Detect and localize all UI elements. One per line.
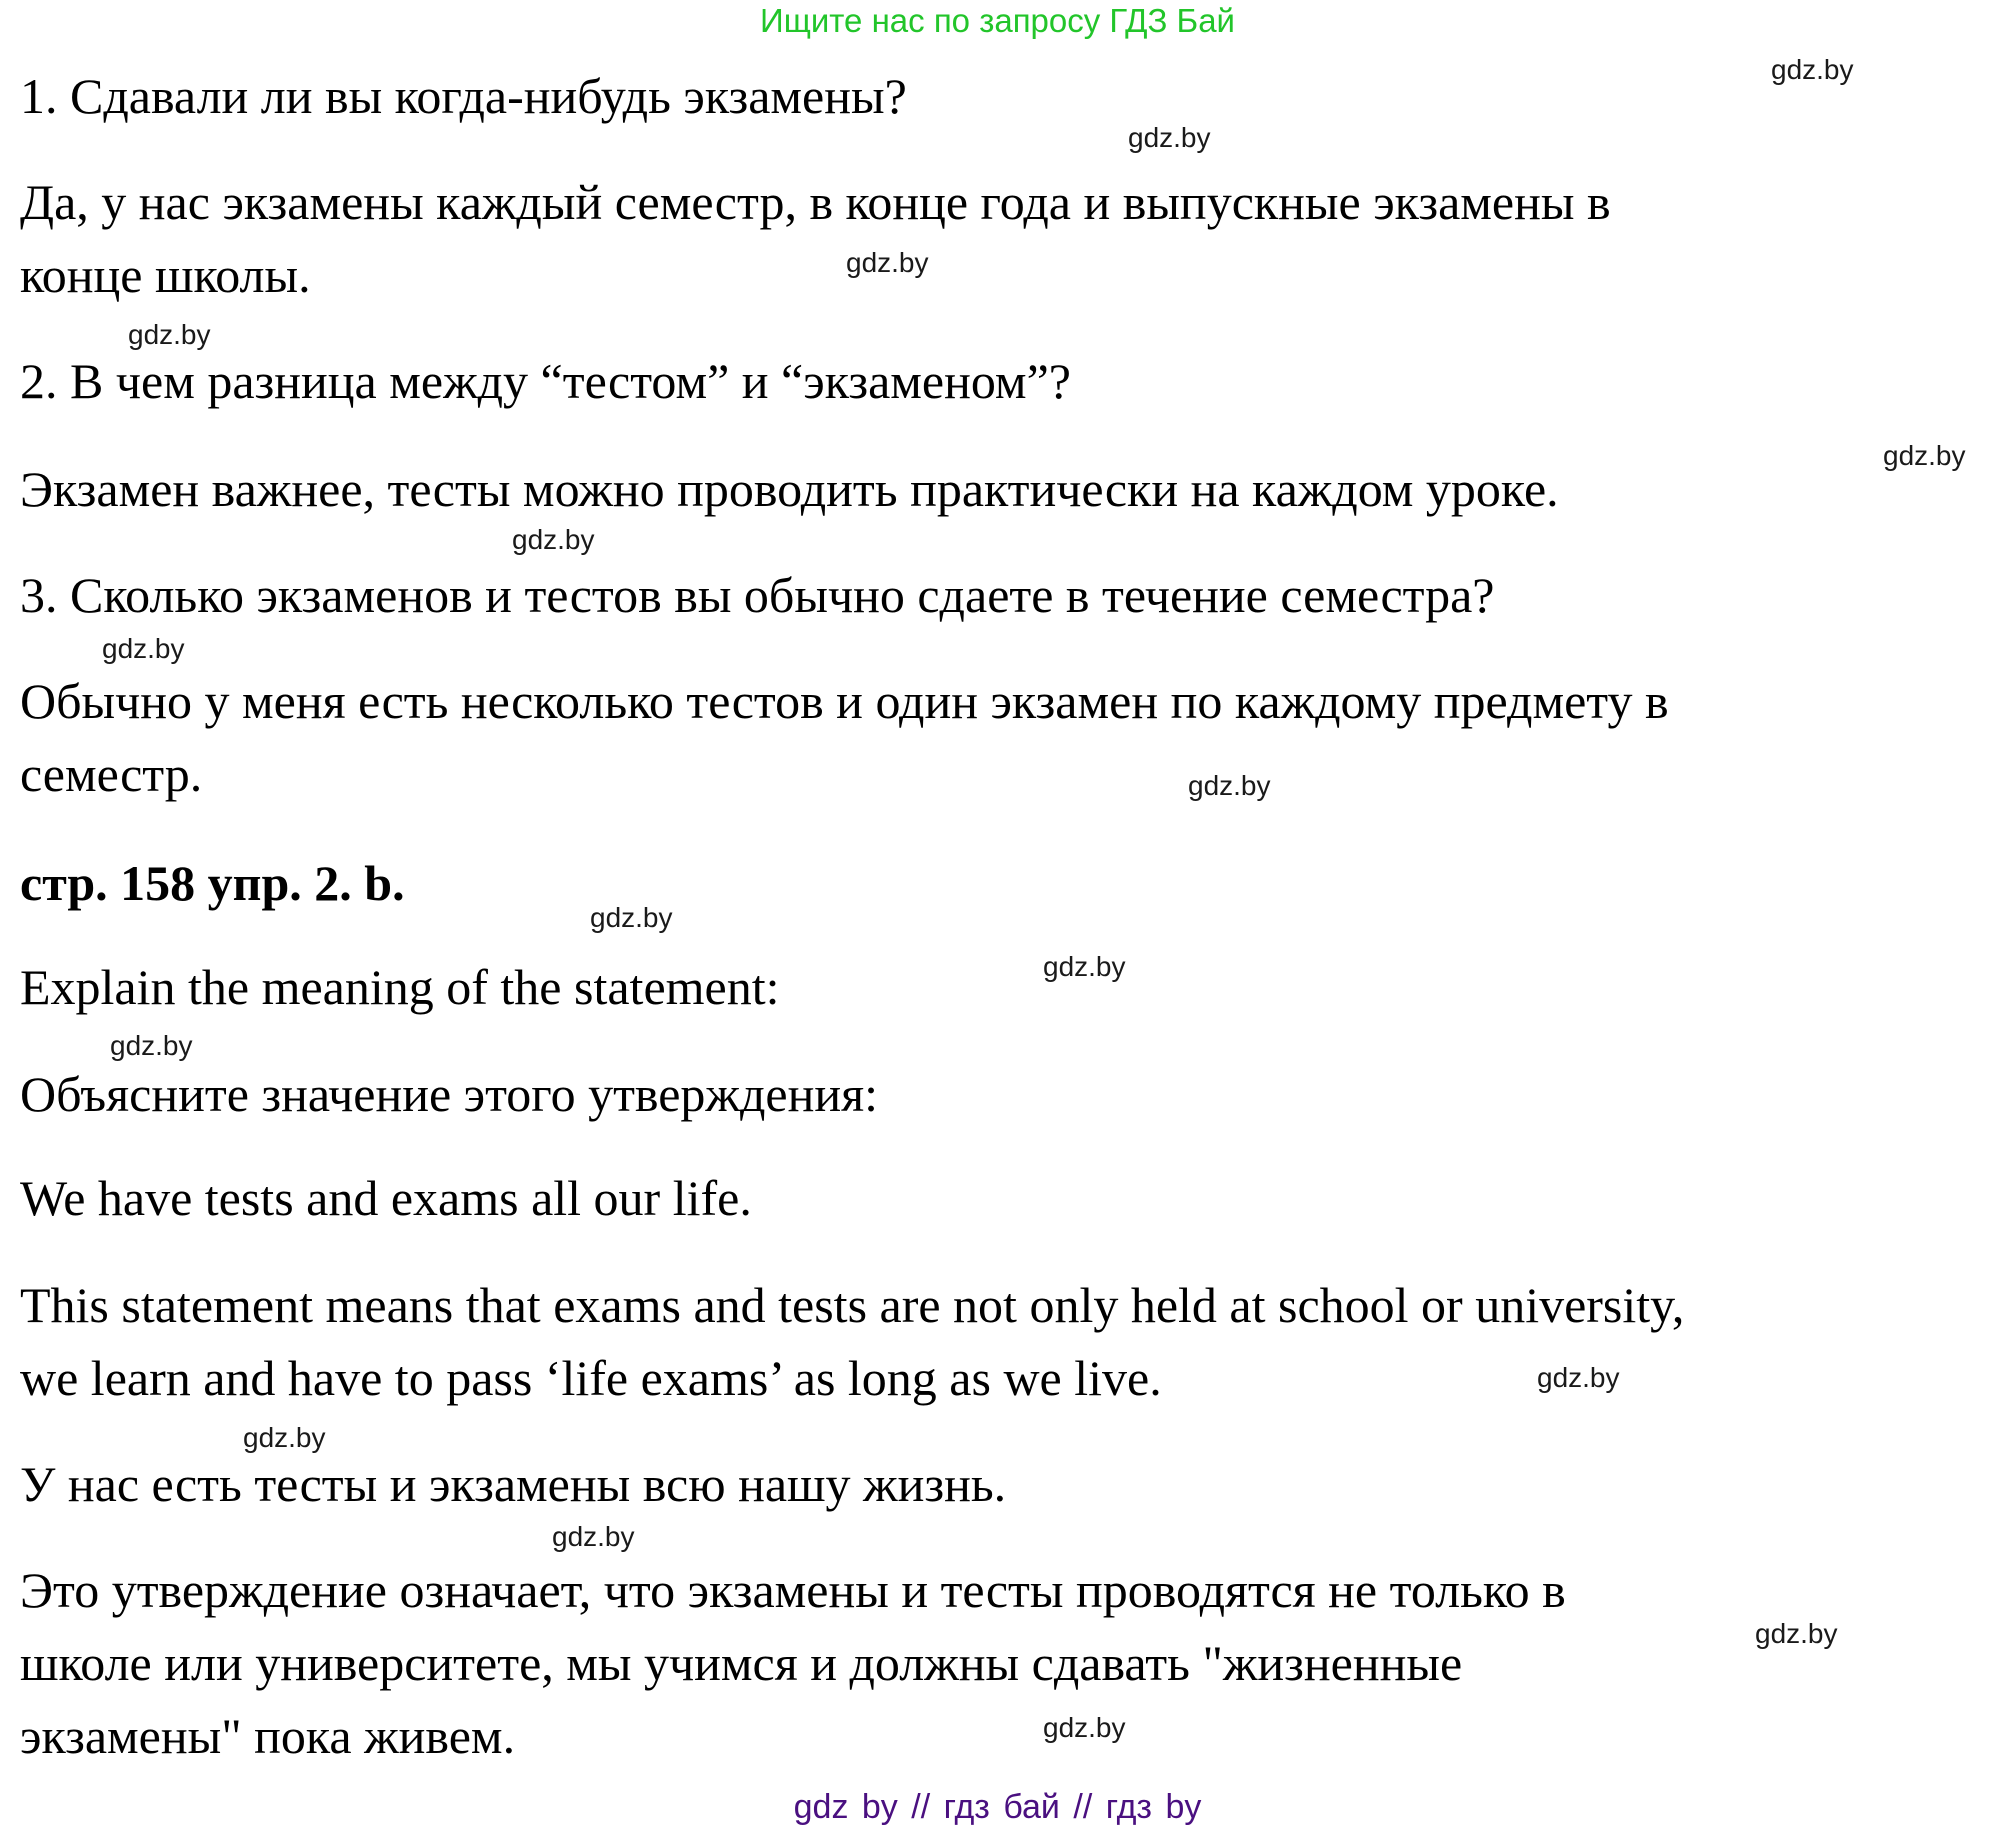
watermark: gdz.by — [1043, 1712, 1126, 1743]
explanation-english-line-2: we learn and have to pass ‘life exams’ as long as we live. — [20, 1350, 1162, 1406]
watermark: gdz.by — [1043, 951, 1126, 982]
watermark: gdz.by — [590, 902, 673, 933]
explanation-english-line-1: This statement means that exams and tests are not only held at school or university, — [20, 1277, 1685, 1333]
watermark: gdz.by — [1755, 1618, 1838, 1649]
explanation-russian-line-1: Это утверждение означает, что экзамены и тесты проводятся не только в — [20, 1562, 1566, 1618]
task-russian: Объясните значение этого утверждения: — [20, 1066, 879, 1122]
watermark: gdz.by — [1537, 1362, 1620, 1393]
answer-1-line-2: конце школы. — [20, 247, 311, 303]
explanation-russian-line-3: экзамены" пока живем. — [20, 1708, 516, 1764]
answer-2: Экзамен важнее, тесты можно проводить практически на каждом уроке. — [20, 461, 1559, 517]
watermark: gdz.by — [110, 1030, 193, 1061]
section-heading: стр. 158 упр. 2. b. — [20, 855, 405, 911]
statement-english: We have tests and exams all our life. — [20, 1170, 752, 1226]
search-banner: Ищите нас по запросу ГДЗ Бай — [760, 2, 1235, 39]
watermark: gdz.by — [1883, 440, 1966, 471]
answer-1-line-1: Да, у нас экзамены каждый семестр, в конце года и выпускные экзамены в — [20, 174, 1611, 230]
answer-3-line-1: Обычно у меня есть несколько тестов и один экзамен по каждому предмету в — [20, 673, 1669, 729]
task-english: Explain the meaning of the statement: — [20, 959, 780, 1015]
watermark: gdz.by — [552, 1521, 635, 1552]
watermark: gdz.by — [1771, 54, 1854, 85]
answer-3-line-2: семестр. — [20, 746, 203, 802]
footer-links: gdz by // гдз бай // гдз by — [793, 1788, 1202, 1826]
watermark: gdz.by — [1128, 122, 1211, 153]
question-2: 2. В чем разница между “тестом” и “экзаменом”? — [20, 353, 1071, 409]
watermark: gdz.by — [102, 633, 185, 664]
watermark: gdz.by — [128, 319, 211, 350]
question-3: 3. Сколько экзаменов и тестов вы обычно сдаете в течение семестра? — [20, 567, 1495, 623]
question-1: 1. Сдавали ли вы когда-нибудь экзамены? — [20, 68, 907, 124]
watermark: gdz.by — [512, 524, 595, 555]
statement-russian: У нас есть тесты и экзамены всю нашу жизнь. — [20, 1456, 1007, 1512]
explanation-russian-line-2: школе или университете, мы учимся и должны сдавать "жизненные — [20, 1635, 1463, 1691]
watermark: gdz.by — [243, 1422, 326, 1453]
watermark: gdz.by — [846, 247, 929, 278]
watermark: gdz.by — [1188, 770, 1271, 801]
